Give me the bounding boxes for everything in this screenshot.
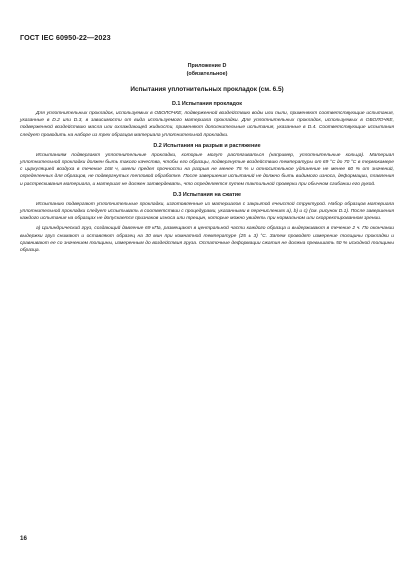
- document-body: [20, 101, 394, 257]
- annex-status: (обязательное): [186, 70, 228, 77]
- paragraph: а) Цилиндрический груз, создающий давление 69 кПа, размещают в центральной части каждого образца и выдерживают в течение 2 ч. По окончании выдержки груз снимают и оставляют образец на 30 мин при комнатной температуре (25 ± 3) °С. Затем проводят измерение толщины прокладки и сравнивают ее со значением толщины, измеренным до воздействия груза. Остаточные деформации сжатия не должна превышать 50 % исходной толщины образца.: [20, 226, 394, 254]
- section-d2: [20, 143, 394, 188]
- paragraph: Испытаниям подвергают уплотнительные прокладки, которые могут растягиваться (например, уплотнительные кольца). Материал уплотнительной прокладки должен быть такого качества, чтобы его образцы, подвергнутые воздействию температуры от 69 °С до 70 °С в термокамере с циркуляцией воздуха в течение 168 ч, имели предел прочности на разрыв не менее 75 % и относительное удлинение не менее 60 % от значений, определенных для образцов, не подвергнутых тепловой обработке. После завершения испытаний не должно быть видимого износа, деформации, плавления и растрескивания материала, и материал не должен затвердевать, что определяется путем тактильной проверки при обычном сгибании его рукой.: [20, 152, 394, 187]
- standard-header: ГОСТ IEC 60950-22—2023: [20, 33, 111, 42]
- annex-heading: [0, 63, 414, 78]
- section-d3: [20, 192, 394, 254]
- annex-label: Приложение D: [187, 63, 227, 69]
- paragraph: Испытанию подвергают уплотнительные прокладки, изготовленные из материалов с закрытой ячеистой структурой. Набор образцов материала уплотнительной прокладки следует испытывать в соответствии с процедурами, указанными в перечислениях а), b) и c) (см. рисунок D.1). После завершения каждого испытания на образцах не допускается признаков износа или трещин, которые можно увидеть при нормальном или скорректированном зрении.: [20, 201, 394, 222]
- annex-title: Испытания уплотнительных прокладок (см. 6.5): [130, 86, 284, 93]
- section-heading: D.3 Испытания на сжатие: [172, 191, 242, 198]
- section-heading: D.2 Испытания на разрыв и растяжение: [153, 142, 261, 149]
- section-d1: [20, 101, 394, 139]
- section-heading: D.1 Испытания прокладок: [172, 101, 242, 107]
- page-number: 16: [20, 535, 27, 542]
- paragraph: Для уплотнительных прокладок, используемых в ОБОЛОЧКЕ, подверженной воздействию воды или пыли, применяют соответствующие испытания, указанные в D.2 или D.3, в зависимости от вида используемого материала прокладки. Для уплотнительных прокладок, используемых в ОБОЛОЧКЕ, подверженной воздействию масла или охлаждающей жидкости, применяют дополнительные испытания, указанные в D.4. Соответствующие испытания следует проводить на наборе из трех образцов материала уплотнительной прокладки.: [20, 111, 394, 138]
